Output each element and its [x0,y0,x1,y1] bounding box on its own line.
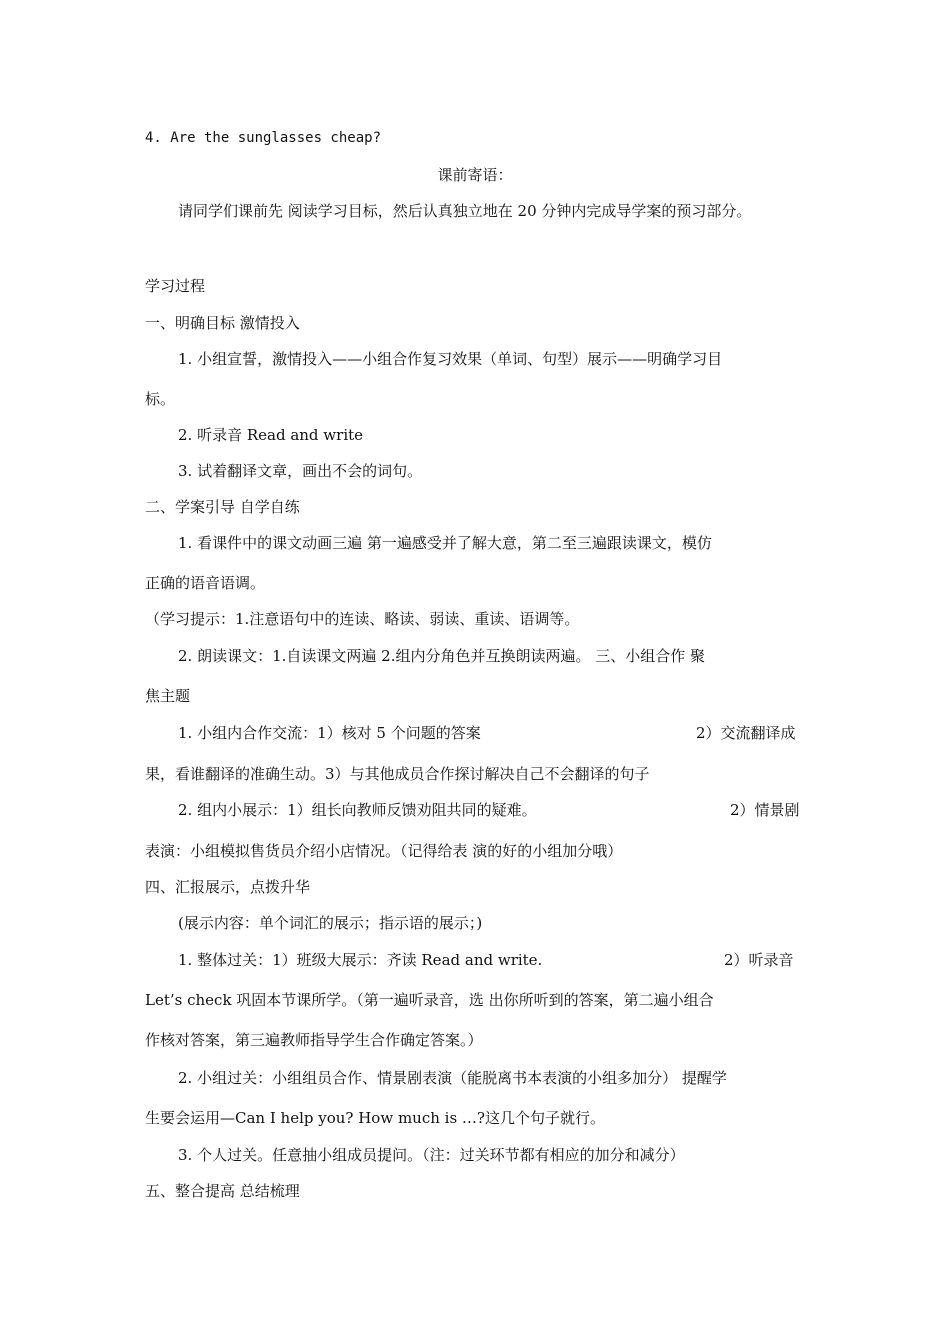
section4-item2-line2: 生要会运用—Can I help you? How much is …?这几个句子就行。 [145,1109,605,1127]
section2-item2-line1: 2. 朗读课文：1.自读课文两遍 2.组内分角色并互换朗读两遍。 三、小组合作 聚 [178,647,706,665]
section3-item1-right: 2）交流翻译成 [696,724,796,742]
section1-item1-line2: 标。 [145,390,176,408]
section4-item3: 3. 个人过关。任意抽小组成员提问。（注：过关环节都有相应的加分和减分） [178,1146,685,1164]
section2-item2-line2: 焦主题 [145,687,191,705]
process-title: 学习过程 [145,277,206,295]
section1-heading: 一、明确目标 激情投入 [145,314,300,332]
section4-item1-line2: Let’s check 巩固本节课所学。（第一遍听录音，选 出你所听到的答案，第二遍小组合 [145,991,714,1009]
section4-content: (展示内容：单个词汇的展示；指示语的展示；) [178,914,483,932]
section3-item1-line2: 果，看谁翻译的准确生动。3）与其他成员合作探讨解决自己不会翻译的句子 [145,765,650,783]
question-4: 4. Are the sunglasses cheap? [145,130,382,146]
section4-item1-line3: 作核对答案，第三遍教师指导学生合作确定答案。） [145,1031,483,1049]
section2-item1-line1: 1. 看课件中的课文动画三遍 第一遍感受并了解大意，第二至三遍跟读课文，模仿 [178,534,712,552]
section3-item1-left: 1. 小组内合作交流：1）核对 5 个问题的答案 [178,724,481,742]
section3-item2-right: 2）情景剧 [730,801,800,819]
section5-heading: 五、整合提高 总结梳理 [145,1182,300,1200]
section2-item1-line2: 正确的语音语调。 [145,574,266,592]
section3-item2-line2: 表演：小组模拟售货员介绍小店情况。（记得给表 演的好的小组加分哦） [145,842,623,860]
section4-item2-line1: 2. 小组过关：小组组员合作、情景剧表演（能脱离书本表演的小组多加分） 提醒学 [178,1069,727,1087]
section4-item1-left: 1. 整体过关：1）班级大展示：齐读 Read and write. [178,951,543,969]
preface-text: 请同学们课前先 阅读学习目标，然后认真独立地在 20 分钟内完成导学案的预习部分。 [178,202,752,220]
section4-heading: 四、汇报展示，点拨升华 [145,878,311,896]
section4-item1-right: 2）听录音 [724,951,794,969]
section2-heading: 二、学案引导 自学自练 [145,498,300,516]
section2-tip: （学习提示：1.注意语句中的连读、略读、弱读、重读、语调等。 [145,610,580,628]
section1-item2: 2. 听录音 Read and write [178,426,364,444]
section1-item1-line1: 1. 小组宣誓，激情投入——小组合作复习效果（单词、句型）展示——明确学习目 [178,350,723,368]
section3-item2-left: 2. 组内小展示：1）组长向教师反馈劝阻共同的疑难。 [178,801,537,819]
preface-title: 课前寄语： [437,166,513,184]
section1-item3: 3. 试着翻译文章，画出不会的词句。 [178,462,423,480]
